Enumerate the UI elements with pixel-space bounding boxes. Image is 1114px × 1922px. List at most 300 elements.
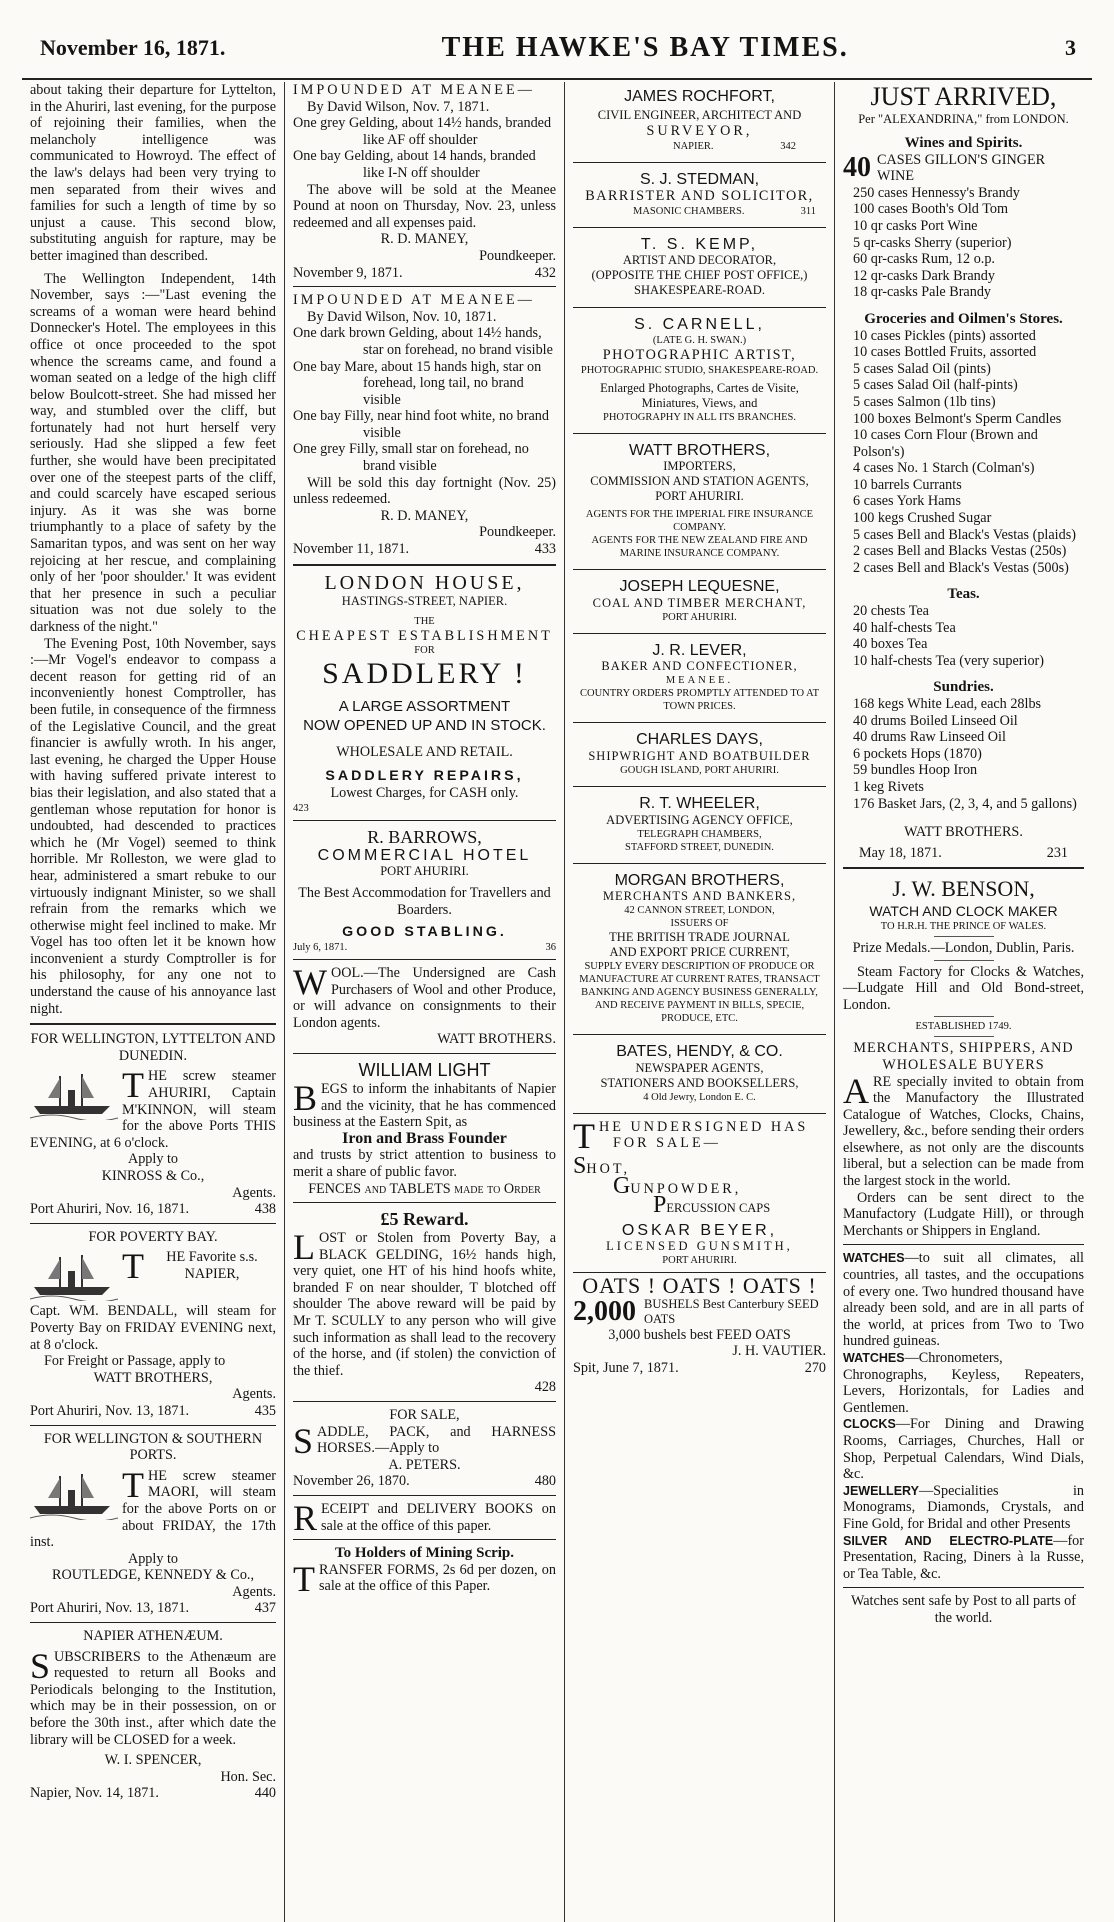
ad-benson — [843, 875, 1084, 1626]
ad-line: ARTIST AND DECORATOR, — [622, 253, 777, 268]
ad-title: CHARLES DAYS, — [636, 731, 763, 749]
ad-heading: OATS ! OATS ! OATS ! — [582, 1273, 817, 1299]
ad-barrows — [293, 826, 556, 954]
steamship-icon — [30, 1068, 118, 1120]
ad-line: PORT AHURIRI. — [662, 611, 737, 623]
ad-line: BUSHELS Best Canterbury SEED OATS — [644, 1296, 819, 1326]
ad-line: GOUGH ISLAND, PORT AHURIRI. — [620, 764, 779, 776]
ad-footer: November 9, 1871. — [293, 264, 403, 281]
ad-line: A LARGE ASSORTMENT — [338, 698, 511, 716]
ad-agent: ROUTLEDGE, KENNEDY & Co., — [51, 1567, 255, 1584]
list-item: 1 keg Rivets — [853, 778, 924, 795]
ad-body: ADDLE, PACK, and HARNESS HORSES.—Apply to — [317, 1423, 556, 1457]
ad-title: BATES, HENDY, & CO. — [616, 1043, 783, 1061]
list-item: 12 qr-casks Dark Brandy — [853, 267, 995, 284]
ad-line: Watches sent safe by Post to all parts of the world. — [850, 1593, 1077, 1626]
divider — [573, 162, 826, 163]
ad-line: (LATE G. H. SWAN.) — [652, 334, 747, 346]
ad-title: LONDON HOUSE, — [324, 571, 525, 594]
ad-for: FOR — [414, 645, 435, 657]
drop-cap: L — [293, 1227, 315, 1268]
ad-line: WATCH AND CLOCK MAKER — [869, 903, 1058, 920]
news-paragraph: about taking their departure for Lyttelton, in the Ahuriri, last evening, for the purpose of rejoining their families, when the melancholy intelligence was communicated to Howroyd. The effect of the law's delays had been very trying to men separated from their wives and families for such a length of time by so unjust a cause. This second blow, substituting anguish for rapture, may be better imagined than described. — [30, 82, 276, 264]
ad-mining-scrip — [293, 1545, 556, 1599]
ad-heading: IMPOUNDED AT MEANEE— — [293, 292, 535, 309]
ad-apply: Apply to — [127, 1151, 179, 1168]
divider — [573, 227, 826, 228]
ad-line: NEWSPAPER AGENTS, — [635, 1060, 764, 1075]
ad-line: CASES GILLON'S GINGER WINE — [877, 151, 1046, 185]
ad-heading: FOR WELLINGTON & SOUTHERN PORTS. — [43, 1430, 263, 1464]
ad-charges: Lowest Charges, for CASH only. — [330, 785, 519, 801]
ad-body: OOL.—The Undersigned are Cash Purchasers of Wool and other Produce, or will advance on consignments to their London agents. — [293, 964, 556, 1031]
list-item: 100 kegs Crushed Sugar — [853, 510, 992, 527]
divider — [293, 1401, 556, 1402]
divider — [843, 867, 1084, 869]
ad-freight: For Freight or Passage, apply to — [44, 1353, 226, 1370]
ad-subhead: SILVER AND ELECTRO-PLATE — [843, 1533, 1054, 1548]
drop-cap: S — [293, 1420, 314, 1461]
ad-subhead: WATCHES — [843, 1251, 905, 1266]
ad-heading: FOR POVERTY BAY. — [88, 1228, 218, 1245]
masthead-rule — [22, 78, 1092, 80]
ad-title: WILLIAM LIGHT — [358, 1059, 491, 1080]
list-item: 6 cases York Hams — [853, 493, 961, 510]
drop-cap: B — [293, 1077, 318, 1118]
ad-body: and trusts by strict attention to business to merit a share of public favor. — [293, 1147, 556, 1180]
tea-list — [843, 603, 1084, 669]
drop-cap: S — [30, 1645, 51, 1686]
ad-title: S. CARNELL, — [634, 316, 765, 334]
ad-body: The above will be sold at the Meanee Pound at noon on Thursday, Nov. 23, unless redeemed and all expenses paid. — [293, 181, 556, 231]
list-item: 40 boxes Tea — [853, 636, 928, 653]
ad-line: MEANEE. — [665, 675, 734, 687]
ad-wellington-southern — [30, 1431, 276, 1618]
page-number: 3 — [1064, 35, 1076, 60]
ornament-rule — [934, 1036, 994, 1037]
ad-agent: WATT BROTHERS, — [93, 1369, 213, 1386]
ad-place: NAPIER. — [673, 140, 714, 152]
ad-line: ISSUERS OF — [670, 918, 729, 930]
ad-line: UNPOWDER, — [630, 1180, 742, 1197]
ad-body: OST or Stolen from Poverty Bay, a BLACK GELDING, 16½ hands high, very quiet, one HT of his hind hoofs white, branded F on near shoulder, T blotched off shoulder The above reward will be paid by Mr T. SCULLY to any person who will give such information as shall lead to the recovery of the horse, and (if stolen) the conviction of the thief. — [293, 1230, 556, 1379]
ad-subhead: JEWELLERY — [843, 1483, 919, 1498]
ad-body: HE Favorite s.s. NAPIER, — [166, 1249, 258, 1282]
ad-body: —For Dining and Drawing Rooms, Carriages, Churches, Hall or Shop, Perpetual Calendars, Wind Dials, &c. — [843, 1416, 1084, 1483]
drop-cap: T — [122, 1065, 144, 1106]
list-item: 100 cases Booth's Old Tom — [853, 201, 1008, 218]
divider — [573, 1113, 826, 1114]
divider — [293, 1053, 556, 1054]
grocery-list — [843, 328, 1084, 577]
ad-body: Steam Factory for Clocks & Watches, —Ludgate Hill and Old Bond-street, London. — [843, 963, 1084, 1013]
ad-line: AND EXPORT PRICE CURRENT, — [609, 945, 790, 960]
drop-cap: T — [122, 1464, 144, 1505]
wine-list — [843, 185, 1084, 301]
ad-oats — [573, 1273, 826, 1377]
drop-cap: A — [843, 1070, 869, 1111]
column-2 — [285, 82, 565, 1922]
ad-stedman — [573, 168, 826, 222]
ad-morgan-brothers — [573, 869, 826, 1030]
ad-title: R. BARROWS, — [367, 826, 482, 847]
ad-body: HE screw steamer AHURIRI, Captain M'KINNON, will steam for the above Ports THIS EVENING, at 6 o'clock. — [30, 1068, 276, 1151]
ad-body: RANSFER FORMS, 2s 6d per dozen, on sale at the office of this Paper. — [319, 1561, 556, 1595]
ad-body: EGS to inform the inhabitants of Napier and the vicinity, that he has commenced business at the Eastern Spit, as — [293, 1080, 556, 1131]
ad-line: NOW OPENED UP AND IN STOCK. — [303, 716, 546, 734]
ad-title: S. J. STEDMAN, — [639, 170, 760, 188]
drop-cap: W — [293, 961, 327, 1002]
ad-body: —Specialities in Monograms, Diamonds, Crystals, and Fine Gold, for Bridal and other Presents — [843, 1482, 1084, 1532]
ad-number: 435 — [254, 1402, 276, 1419]
impound-item: One grey Filly, small star on forehead, no brand visible — [293, 441, 529, 475]
ad-body: Will be sold this day fortnight (Nov. 25) unless redeemed. — [293, 474, 556, 508]
ornament-rule — [934, 936, 994, 937]
list-item: 5 cases Bell and Black's Vestas (plaids) — [853, 526, 1076, 543]
ad-subhead: WATCHES — [843, 1351, 905, 1365]
ad-place: PORT AHURIRI. — [380, 864, 469, 879]
ad-line: IMPORTERS, — [663, 459, 736, 474]
ad-title: J. R. LEVER, — [652, 641, 747, 659]
ad-apply: Apply to — [127, 1550, 179, 1567]
ad-signature: WATT BROTHERS. — [437, 1031, 556, 1048]
ad-heading: FOR SALE, — [389, 1407, 460, 1424]
ad-by: By David Wilson, Nov. 7, 1871. — [307, 98, 490, 115]
ad-line: AGENTS FOR THE IMPERIAL FIRE INSURANCE COMPANY. — [585, 509, 814, 534]
ad-street: HASTINGS-STREET, NAPIER. — [341, 593, 508, 608]
ad-body: —to suit all climates, all countries, all tastes, and the occupations of every one. Two hundred thousand have already been sold, and are in all parts of the world, at prices from Two to Two hundred guineas. — [843, 1250, 1084, 1350]
ad-body: Capt. WM. BENDALL, will steam for Poverty Bay on FRIDAY EVENING next, at 8 o'clock. — [30, 1303, 276, 1353]
ad-number: 423 — [293, 802, 309, 814]
ad-agent: KINROSS & Co., — [101, 1168, 205, 1184]
ad-hotel: COMMERCIAL HOTEL — [317, 846, 532, 864]
column-1 — [22, 82, 285, 1922]
ad-body: ECEIPT and DELIVERY BOOKS on sale at the office of this paper. — [321, 1501, 556, 1534]
list-item: 2 cases Bell and Black's Vestas (500s) — [853, 559, 1069, 576]
ad-trade: Iron and Brass Founder — [342, 1129, 507, 1147]
ad-line: ESTABLISHED 1749. — [915, 1021, 1012, 1033]
ad-footer: May 18, 1871. — [859, 844, 942, 861]
ad-line: TO H.R.H. THE PRINCE OF WALES. — [880, 920, 1047, 932]
ad-line: BAKER AND CONFECTIONER, — [601, 659, 798, 674]
divider — [293, 959, 556, 960]
list-item: 2 cases Bell and Blacks Vestas (250s) — [853, 543, 1067, 560]
list-item: 5 cases Salad Oil (pints) — [853, 360, 991, 377]
ad-cheapest: CHEAPEST ESTABLISHMENT — [296, 627, 553, 644]
ad-footer: Port Ahuriri, Nov. 13, 1871. — [30, 1402, 190, 1419]
ad-quantity: 2,000 — [573, 1295, 636, 1327]
divider — [293, 286, 556, 287]
ad-carnell — [573, 313, 826, 427]
ad-title: OSKAR BEYER, — [621, 1221, 778, 1239]
ad-line: SURVEYOR, — [646, 123, 753, 139]
ad-title: WATT BROTHERS, — [628, 441, 771, 459]
ad-heading: IMPOUNDED AT MEANEE— — [293, 82, 535, 98]
ad-london-house — [293, 572, 556, 815]
ad-signature: R. D. MANEY, — [380, 507, 469, 524]
drop-cap: R — [293, 1498, 318, 1538]
issue-date: November 16, 1871. — [40, 35, 226, 60]
column-4 — [835, 82, 1092, 1922]
ad-number: 438 — [254, 1201, 276, 1218]
list-item: 10 barrels Currants — [853, 476, 962, 493]
divider — [573, 433, 826, 434]
ad-poverty-bay — [30, 1229, 276, 1420]
ad-lequesne — [573, 575, 826, 628]
ad-number: 432 — [534, 264, 556, 281]
ad-number: 428 — [534, 1379, 556, 1396]
steamship-icon — [30, 1249, 118, 1301]
divider — [30, 1425, 276, 1426]
ad-wool — [293, 961, 556, 1048]
ad-heading: To Holders of Mining Scrip. — [334, 1545, 515, 1562]
ad-quantity: 40 — [843, 151, 871, 183]
ad-just-arrived — [843, 82, 1084, 861]
ad-footer: Port Ahuriri, Nov. 16, 1871. — [30, 1201, 190, 1218]
news-paragraph: The Wellington Independent, 14th November, says :—"Last evening the screams of a woman were heard behind Donnecker's Hotel. The employees in this office ot once proceeded to the spot whence the screams came, and found a woman seated on a ledge of the high cliff below Boulcott-street. She had missed her way, and stumbled over the cliff, but fortunately had not hurt herself very seriously. Had she slipped a few feet further, she would have been precipitated over one of the steepest parts of the cliff, and could scarcely have escaped serious injury. As it was she was borne triumphantly to a place of safety by the Samaritan typos, and was sent on her way rejoicing at her rescue, and complaining only of her 'poor shoulder.' It was evident that her presence in such a peculiar situation was not due solely to the darkness of the night." — [30, 270, 276, 635]
ad-footer: November 26, 1870. — [293, 1473, 410, 1490]
divider — [573, 722, 826, 723]
list-item: 168 kegs White Lead, each 28lbs — [853, 696, 1042, 712]
masthead — [22, 18, 1092, 78]
ad-line: THE BRITISH TRADE JOURNAL — [609, 930, 790, 945]
list-item: 100 boxes Belmont's Sperm Candles — [853, 410, 1062, 427]
list-item: 5 qr-casks Sherry (superior) — [853, 234, 1012, 251]
impound-item: One bay Mare, about 15 hands high, star on forehead, long tail, no brand visible — [293, 358, 542, 408]
ad-title: J. W. BENSON, — [892, 876, 1035, 902]
section-heading: Teas. — [947, 586, 980, 603]
impound-item: One dark brown Gelding, about 14½ hands, star on forehead, no brand visible — [293, 325, 553, 358]
ad-role: Hon. Sec. — [220, 1768, 276, 1785]
ad-heading: NAPIER ATHENÆUM. — [83, 1628, 223, 1645]
ad-line: MERCHANTS AND BANKERS, — [602, 889, 797, 904]
ad-line: SUPPLY EVERY DESCRIPTION OF PRODUCE OR MANUFACTURE AT CURRENT RATES, TRANSACT BANKING AND AGENCY BUSINESS GENERALLY, — [579, 961, 820, 999]
ad-rochfort — [573, 82, 826, 157]
steamship-icon — [30, 1468, 118, 1520]
ad-body: The Best Accommodation for Travellers and Boarders. — [298, 885, 551, 918]
ad-heading: £5 Reward. — [380, 1209, 469, 1230]
ad-line: HOT, — [586, 1160, 631, 1177]
ad-line: AGENTS FOR THE NEW ZEALAND FIRE AND MARINE INSURANCE COMPANY. — [591, 535, 808, 560]
divider — [30, 1023, 276, 1025]
ad-line: SHIPWRIGHT AND BOATBUILDER — [588, 748, 811, 763]
ad-by: By David Wilson, Nov. 10, 1871. — [307, 308, 497, 325]
ad-agents-label: Agents. — [232, 1184, 276, 1201]
ad-line: PORT AHURIRI. — [662, 1255, 737, 1267]
ad-agents-label: Agents. — [232, 1386, 276, 1403]
sundry-list — [843, 696, 1084, 812]
list-item: 40 half-chests Tea — [853, 619, 956, 636]
divider — [573, 1034, 826, 1035]
ad-william-light — [293, 1059, 556, 1197]
ad-footer: Napier, Nov. 14, 1871. — [30, 1785, 159, 1802]
ad-agents-label: Agents. — [232, 1583, 276, 1600]
ad-the: THE — [414, 615, 435, 627]
ad-bates-hendy — [573, 1040, 826, 1108]
ad-watt-brothers — [573, 439, 826, 565]
ad-body: Orders can be sent direct to the Manufactory (Ludgate Hill), or through Merchants or Shippers in England. — [843, 1189, 1084, 1239]
divider — [843, 1587, 1084, 1588]
divider — [293, 1495, 556, 1496]
ad-athenaeum — [30, 1628, 276, 1802]
divider — [293, 1202, 556, 1203]
column-3 — [565, 82, 835, 1922]
ad-footer: Port Ahuriri, Nov. 13, 1871. — [30, 1600, 190, 1617]
divider — [30, 1223, 276, 1224]
ad-heading: JUST ARRIVED, — [870, 82, 1057, 111]
list-item: 40 drums Boiled Linseed Oil — [853, 712, 1018, 729]
list-item: 10 qr casks Port Wine — [853, 217, 978, 234]
list-item: 10 cases Corn Flour (Brown and Polson's) — [853, 427, 1038, 460]
divider — [843, 1244, 1084, 1245]
ad-role: Poundkeeper. — [479, 247, 556, 264]
ornament-rule — [934, 1016, 994, 1017]
divider — [293, 564, 556, 566]
list-item: 20 chests Tea — [853, 603, 929, 620]
divider — [573, 307, 826, 308]
ad-fences: FENCES and TABLETS made to Order — [308, 1180, 541, 1197]
list-item: 4 cases No. 1 Starch (Colman's) — [853, 460, 1035, 477]
ad-line: Prize Medals.—London, Dublin, Paris. — [852, 939, 1075, 956]
divider — [293, 1539, 556, 1540]
list-item: 40 drums Raw Linseed Oil — [853, 729, 1006, 746]
list-item: 176 Basket Jars, (2, 3, 4, and 5 gallons) — [853, 795, 1077, 812]
ad-signature: WATT BROTHERS. — [904, 824, 1023, 841]
ad-impounded-1 — [293, 82, 556, 281]
ad-line: LICENSED GUNSMITH, — [606, 1239, 793, 1254]
ad-number: 437 — [254, 1600, 276, 1617]
ad-number: 231 — [1046, 844, 1068, 861]
ad-body: RE specially invited to obtain from the Manufactory the Illustrated Catalogue of Watches, Clocks, Chains, Jewellery, &c., before sending their orders elsewhere, as not only are the discounts liberal, but a selection can be made from the largest stock in the world. — [843, 1073, 1084, 1190]
list-item: 6 pockets Hops (1870) — [853, 745, 982, 762]
ad-line: SHAKESPEARE-ROAD. — [634, 283, 765, 298]
ad-per: Per "ALEXANDRINA," from LONDON. — [858, 112, 1069, 126]
ad-line: BARRISTER AND SOLICITOR, — [585, 188, 814, 205]
ad-line: COMMISSION AND STATION AGENTS, — [590, 474, 809, 489]
ad-body: —Chronometers, Chronographs, Keyless, Repeaters, Levers, Horizontals, for Ladies and Gentlemen. — [843, 1350, 1084, 1416]
ad-lever — [573, 639, 826, 718]
ad-title: JAMES ROCHFORT, — [624, 88, 775, 105]
ad-title: JOSEPH LEQUESNE, — [619, 578, 780, 596]
ad-impounded-2 — [293, 292, 556, 558]
ad-oskar-beyer: THE UNDERSIGNED HAS FOR SALE— SHOT, GUNPOWDER, PERCUSSION CAPS OSKAR BEYER, LICENSED GUNSMITH, PORT AHURIRI. — [573, 1119, 826, 1268]
section-heading: Wines and Spirits. — [904, 135, 1023, 151]
list-item: 10 cases Pickles (pints) assorted — [853, 327, 1036, 344]
section-heading: Sundries. — [933, 679, 994, 696]
ad-for-sale — [293, 1407, 556, 1490]
ad-line: 3,000 bushels best FEED OATS — [608, 1326, 791, 1343]
ad-line: WHOLESALE AND RETAIL. — [336, 743, 513, 760]
ad-kemp — [573, 233, 826, 303]
ad-repairs: SADDLERY REPAIRS, — [325, 768, 524, 785]
drop-cap: T — [573, 1115, 595, 1156]
impound-item: One bay Filly, near hind foot white, no brand visible — [293, 408, 549, 441]
ad-body: —for Presentation, Racing, Diners à la Russe, or Tea Table, &c. — [843, 1532, 1084, 1582]
ad-line: 4 Old Jewry, London E. C. — [643, 1091, 756, 1103]
ad-role: Poundkeeper. — [479, 524, 556, 541]
list-item: 5 cases Salmon (1lb tins) — [853, 393, 996, 410]
ad-signature: R. D. MANEY, — [380, 231, 469, 248]
ad-number: 433 — [534, 541, 556, 558]
ad-wellington-lyttelton — [30, 1031, 276, 1218]
ad-number: 270 — [804, 1360, 826, 1377]
ad-title: R. T. WHEELER, — [639, 794, 760, 812]
ad-number: 342 — [780, 140, 796, 152]
ad-line: 42 CANNON STREET, LONDON, — [624, 905, 775, 917]
list-item: 10 cases Bottled Fruits, assorted — [853, 344, 1037, 361]
divider — [573, 633, 826, 634]
news-paragraph: The Evening Post, 10th November, says :—Mr Vogel's endeavor to compass a decent reason for getting rid of an inconveniently honest Comptroller, has been futile, in consequence of the firmness of the Legislative Council, and the great financier is awfully wroth. In his anger, last evening, he charged the Upper House with having suffered private interest to bias their legislation, and also stated that a gentleman whose reputation for honor is undoubted, had descended to practices which he (Mr Vogel) seemed to think horrible. Mr Rolleston, we were glad to hear, administered a smart rebuke to our virtuously indignant Minister, so we shall refrain from the remarks which we otherwise might feel inclined to make. Mr Vogel has too often let it be known how inconvenient a sturdy Comptroller is for his philosophy, for any one not to understand the cause of his annoyance last night. — [30, 635, 276, 1017]
ad-number: 36 — [545, 941, 556, 953]
ad-footer: July 6, 1871. — [293, 941, 348, 953]
ad-reward — [293, 1208, 556, 1396]
ornament-rule — [934, 960, 994, 961]
ad-line: PHOTOGRAPHIC ARTIST, — [602, 346, 797, 363]
ad-line: (OPPOSITE THE CHIEF POST OFFICE,) — [591, 268, 808, 283]
ad-line: PHOTOGRAPHIC STUDIO, SHAKESPEARE-ROAD. — [580, 364, 819, 376]
ad-number: 440 — [254, 1785, 276, 1802]
ad-line: COAL AND TIMBER MERCHANT, — [592, 595, 807, 610]
ad-number: 480 — [534, 1473, 556, 1490]
list-item: 250 cases Hennessy's Brandy — [853, 184, 1020, 201]
ad-body: UBSCRIBERS to the Athenæum are requested to return all Books and Periodicals belonging to the Institution, which may be in their possession, on or before the 30th inst., after which date the library will be CLOSED for a week. — [30, 1648, 276, 1748]
list-item: 5 cases Salad Oil (half-pints) — [853, 377, 1018, 394]
ad-line: PHOTOGRAPHY IN ALL ITS BRANCHES. — [602, 411, 796, 423]
ad-line: PORT AHURIRI. — [655, 489, 744, 504]
ad-saddlery: SADDLERY ! — [322, 657, 527, 691]
section-heading: Groceries and Oilmen's Stores. — [864, 310, 1063, 327]
ad-line: AND RECEIVE PAYMENT IN BILLS, SPECIE, PRODUCE, ETC. — [594, 1000, 805, 1025]
ad-line: ERCUSSION CAPS — [666, 1201, 771, 1216]
ad-stabling: GOOD STABLING. — [342, 924, 507, 941]
divider — [573, 786, 826, 787]
divider — [573, 569, 826, 570]
ad-footer: Spit, June 7, 1871. — [573, 1360, 679, 1377]
list-item: 10 half-chests Tea (very superior) — [853, 652, 1044, 669]
ad-line: CIVIL ENGINEER, ARCHITECT AND — [597, 108, 802, 122]
drop-cap: T — [122, 1246, 144, 1287]
impound-item: One bay Gelding, about 14 hands, branded like I-N off shoulder — [293, 148, 536, 181]
ad-wheeler — [573, 792, 826, 858]
divider — [30, 1622, 276, 1623]
ad-line: FOR SALE— — [613, 1135, 721, 1152]
ad-line: COUNTRY ORDERS PROMPTLY ATTENDED TO AT TOWN PRICES. — [579, 688, 820, 713]
ad-charles-days — [573, 728, 826, 781]
list-item: 60 qr-casks Rum, 12 o.p. — [853, 251, 995, 268]
ad-footer: November 11, 1871. — [293, 541, 410, 558]
drop-cap: T — [293, 1558, 315, 1599]
ad-subhead: CLOCKS — [843, 1417, 896, 1432]
ad-body: HE screw steamer MAORI, will steam for the above Ports on or about FRIDAY, the 17th inst. — [30, 1467, 276, 1551]
ad-signature: A. PETERS. — [388, 1456, 461, 1473]
divider — [573, 863, 826, 864]
ad-line: HE UNDERSIGNED HAS — [599, 1118, 809, 1135]
ad-line: STATIONERS AND BOOKSELLERS, — [600, 1075, 799, 1090]
ad-line: MERCHANTS, SHIPPERS, AND WHOLESALE BUYERS — [853, 1040, 1074, 1073]
ad-heading: FOR WELLINGTON, LYTTELTON AND DUNEDIN. — [30, 1031, 276, 1064]
columns — [22, 82, 1092, 1922]
ad-title: T. S. KEMP, — [640, 235, 759, 253]
newspaper-title: THE HAWKE'S BAY TIMES. — [441, 32, 849, 63]
ad-place: MASONIC CHAMBERS. — [633, 205, 745, 217]
ad-line: TELEGRAPH CHAMBERS, — [637, 828, 762, 840]
list-item: 59 bundles Hoop Iron — [853, 762, 978, 779]
ad-receipt-books — [293, 1498, 556, 1538]
divider — [293, 820, 556, 821]
impound-item: One grey Gelding, about 14½ hands, branded like AF off shoulder — [293, 115, 552, 148]
ad-signature: W. I. SPENCER, — [104, 1752, 202, 1769]
ad-line: STAFFORD STREET, DUNEDIN. — [625, 841, 774, 853]
